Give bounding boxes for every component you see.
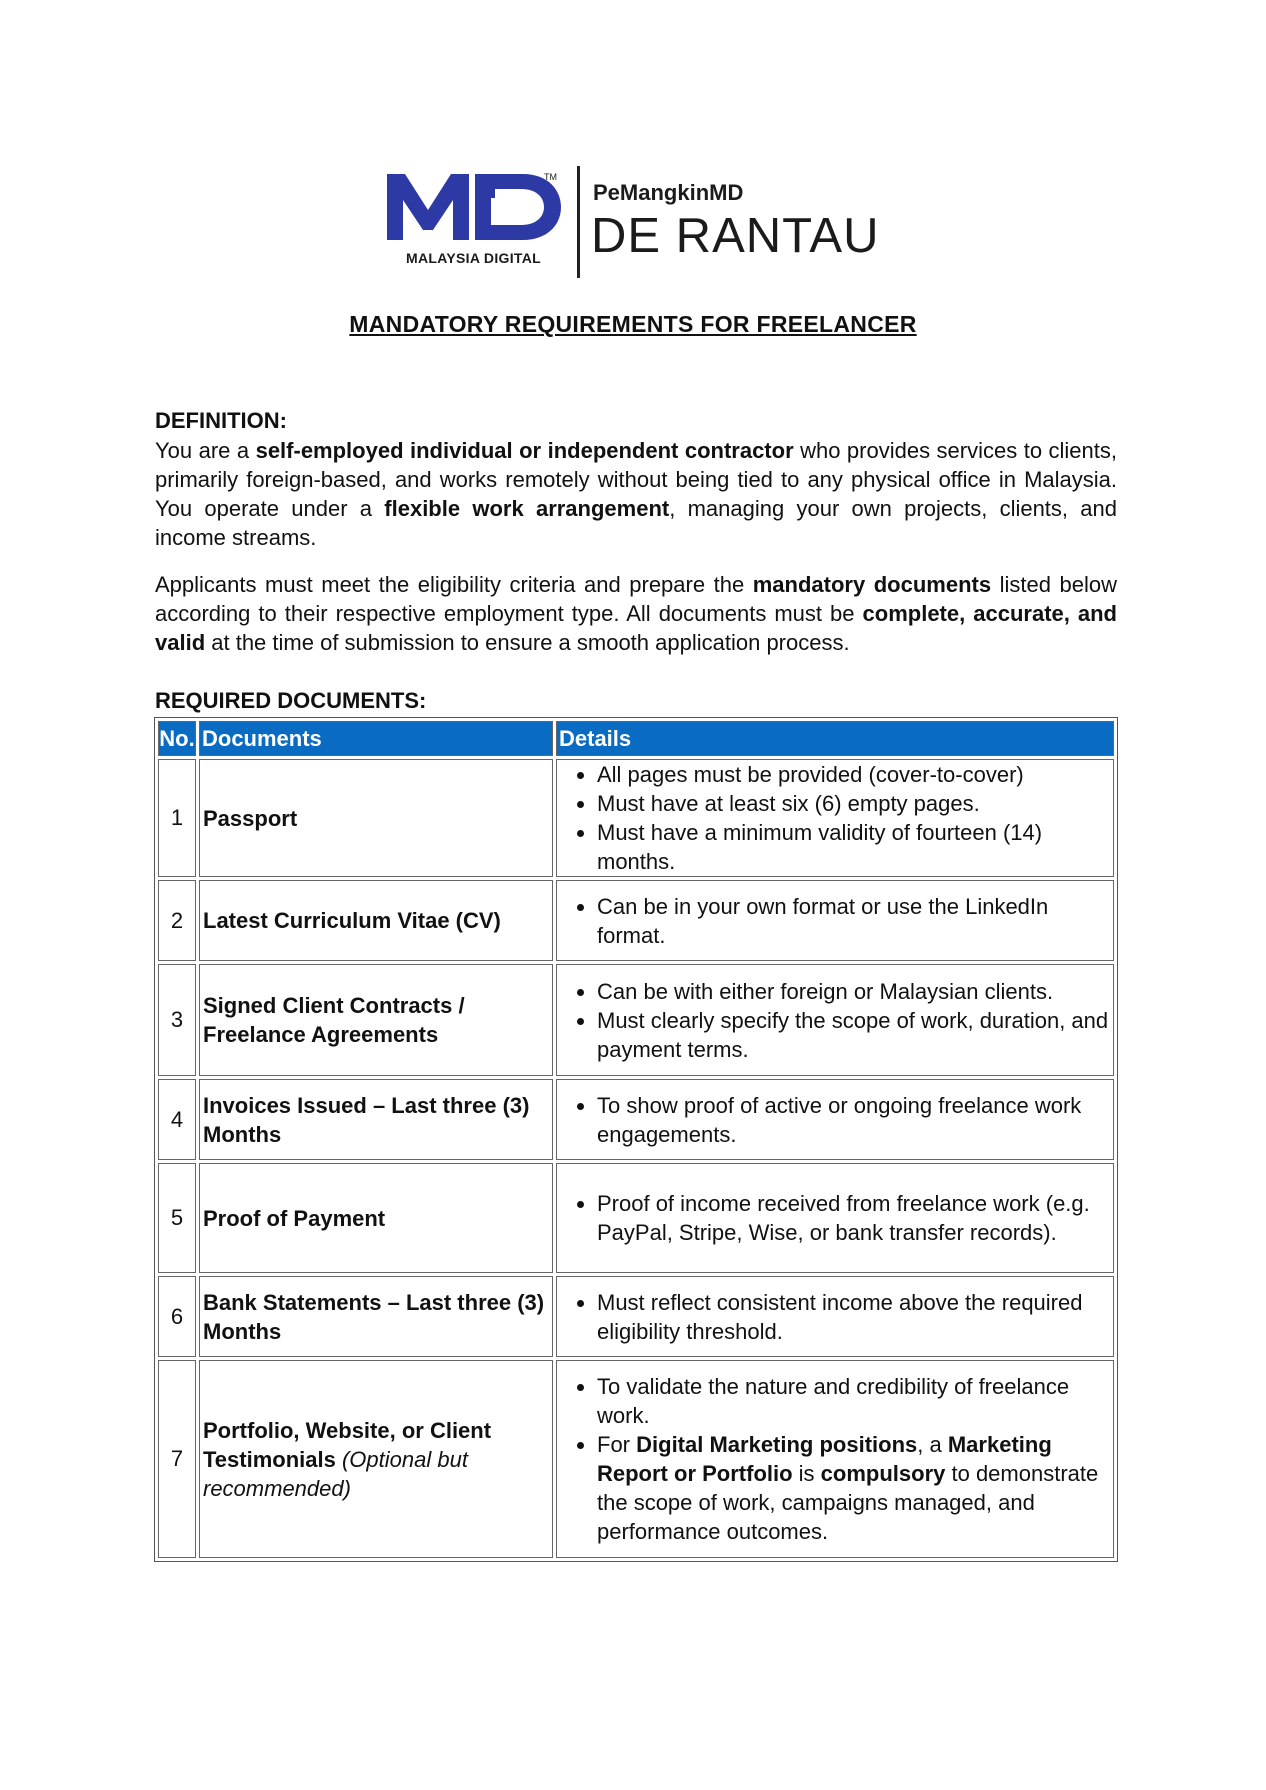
document-details xyxy=(556,1276,1114,1357)
row-number: 4 xyxy=(158,1079,196,1160)
detail-item: • Proof of income received from freelance work (e.g. PayPal, Stripe, Wise, or bank transfer records). xyxy=(597,1189,1111,1247)
detail-item: • To show proof of active or ongoing freelance work engagements. xyxy=(597,1091,1111,1149)
row-number: 3 xyxy=(158,964,196,1076)
detail-item: • Can be with either foreign or Malaysian clients. xyxy=(597,977,1111,1006)
table-row xyxy=(158,1163,1114,1273)
logo-program-name: PeMangkinMD xyxy=(593,180,744,205)
eligibility-paragraph: Applicants must meet the eligibility criteria and prepare the mandatory documents listed below according to their respective employment type. All documents must be complete, accurate, and valid at the time of submission to ensure a smooth application process. xyxy=(155,572,1117,655)
row-number: 2 xyxy=(158,880,196,961)
optional-note: (Optional but recommended) xyxy=(203,1446,468,1501)
row-number: 5 xyxy=(158,1163,196,1273)
table-header-row xyxy=(158,721,1114,756)
definition-heading: DEFINITION: xyxy=(155,408,287,433)
detail-item: • Must clearly specify the scope of work, duration, and payment terms. xyxy=(597,1006,1111,1064)
table-row xyxy=(158,880,1114,961)
row-number: 7 xyxy=(158,1360,196,1558)
logo-program-title: DE RANTAU xyxy=(591,209,880,263)
logo-divider xyxy=(577,166,580,278)
document-name: Proof of Payment xyxy=(199,1163,553,1273)
detail-item: • To validate the nature and credibility of freelance work. xyxy=(597,1372,1111,1430)
table-row xyxy=(158,964,1114,1076)
header-documents: Documents xyxy=(199,721,553,756)
table-row xyxy=(158,1360,1114,1558)
row-number: 1 xyxy=(158,759,196,877)
definition-paragraph: You are a self-employed individual or independent contractor who provides services to clients, primarily foreign-based, and works remotely without being tied to any physical office in Malaysia. You operate under a flexible work arrangement, managing your own projects, clients, and income streams. xyxy=(155,438,1118,550)
trademark-symbol: TM xyxy=(544,172,557,182)
table-row xyxy=(158,1276,1114,1357)
document-details xyxy=(556,964,1114,1076)
document-details xyxy=(556,1079,1114,1160)
header-no: No. xyxy=(158,721,196,756)
document-name: Signed Client Contracts / Freelance Agreements xyxy=(199,964,553,1076)
row-number: 6 xyxy=(158,1276,196,1357)
required-documents-heading: REQUIRED DOCUMENTS: xyxy=(155,688,427,713)
document-name: Passport xyxy=(199,759,553,877)
document-name: Bank Statements – Last three (3) Months xyxy=(199,1276,553,1357)
md-logo-mark-icon xyxy=(383,162,563,252)
detail-item: • All pages must be provided (cover-to-cover) xyxy=(597,760,1111,789)
table-row xyxy=(158,1079,1114,1160)
detail-item: • Can be in your own format or use the LinkedIn format. xyxy=(597,892,1111,950)
requirements-table xyxy=(154,717,1118,1562)
detail-item: • Must reflect consistent income above the required eligibility threshold. xyxy=(597,1288,1111,1346)
detail-item: • Must have a minimum validity of fourteen (14) months. xyxy=(597,818,1111,876)
table-row xyxy=(158,759,1114,877)
logo-caption: MALAYSIA DIGITAL xyxy=(406,250,541,266)
page-title: MANDATORY REQUIREMENTS FOR FREELANCER xyxy=(349,311,917,337)
document-details xyxy=(556,759,1114,877)
document-name: Invoices Issued – Last three (3) Months xyxy=(199,1079,553,1160)
document-details xyxy=(556,1360,1114,1558)
document-name: Portfolio, Website, or Client Testimonials (Optional but recommended) xyxy=(199,1360,553,1558)
header-details: Details xyxy=(556,721,1114,756)
logo xyxy=(383,162,903,278)
detail-item: • Must have at least six (6) empty pages. xyxy=(597,789,1111,818)
document-details xyxy=(556,880,1114,961)
document-name: Latest Curriculum Vitae (CV) xyxy=(199,880,553,961)
document-details xyxy=(556,1163,1114,1273)
detail-item: • For Digital Marketing positions, a Marketing Report or Portfolio is compulsory to demonstrate the scope of work, campaigns managed, and performance outcomes. xyxy=(597,1430,1111,1546)
